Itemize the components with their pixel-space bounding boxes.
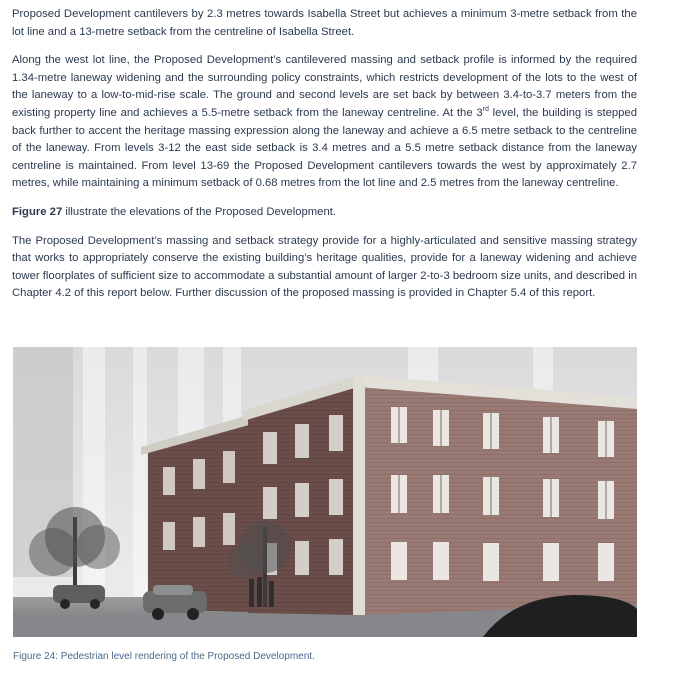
document-body xyxy=(12,6,637,314)
paragraph-setback-isabella: Proposed Development cantilevers by 2.3 metres towards Isabella Street but achieves a minimum 3-metre setback from the lot line and a 13-metre setback from the centreline of Isabella Street. xyxy=(12,8,637,38)
paragraph-west-lot-line xyxy=(12,52,637,193)
rendering-image xyxy=(13,347,637,637)
building-left-wing xyxy=(141,415,249,612)
paragraph-west-lot-line-part1: Along the west lot line, the Proposed Development’s cantilevered massing and setback profile is informed by the required 1.34-metre laneway widening and the surrounding policy constraints, which restricts development of the lots to the west of the laneway to a low-to-mid-rise scale. The ground and second levels are set back by between 3.4-to-3.7 meters from the existing property line and achieves a 5.5-metre setback from the laneway centreline. At the 3 xyxy=(12,54,637,119)
paragraph-massing-strategy: The Proposed Development’s massing and setback strategy provide for a highly-articulated and sensitive massing strategy that works to appropriately conserve the existing building’s heritage qualities, provide for a laneway widening and achieve tower floorplates of sufficient size to accommodate a substantial amount of larger 2-to-3 bedroom size units, and described in Chapter 4.2 of this report below. Further discussion of the proposed massing is provided in Chapter 5.4 of this report. xyxy=(12,234,637,300)
ordinal-suffix: rd xyxy=(482,106,489,114)
paragraph-west-lot-line-part2: level, the building is stepped back further to accent the heritage massing expression along the laneway and achieve a 6.5 metre setback to the centreline of the laneway. From levels 3-12 the east side setback is 3.4 metres and a 5.5 metre setback distance from the laneway centreline is maintained. From level 13-69 the Proposed Development cantilevers towards the west by approximately 2.7 metres, while maintaining a minimum setback of 0.68 metres from the lot line and 2.5 metres from the laneway centreline. xyxy=(12,106,637,190)
paragraph-figure-reference xyxy=(12,204,637,222)
building-main xyxy=(243,375,637,615)
figure-reference-text: illustrate the elevations of the Proposed Development. xyxy=(62,205,337,218)
figure-caption: Figure 24: Pedestrian level rendering of the Proposed Development. xyxy=(13,651,315,662)
figure-reference-link: Figure 27 xyxy=(12,205,63,218)
pedestrians xyxy=(249,577,274,607)
